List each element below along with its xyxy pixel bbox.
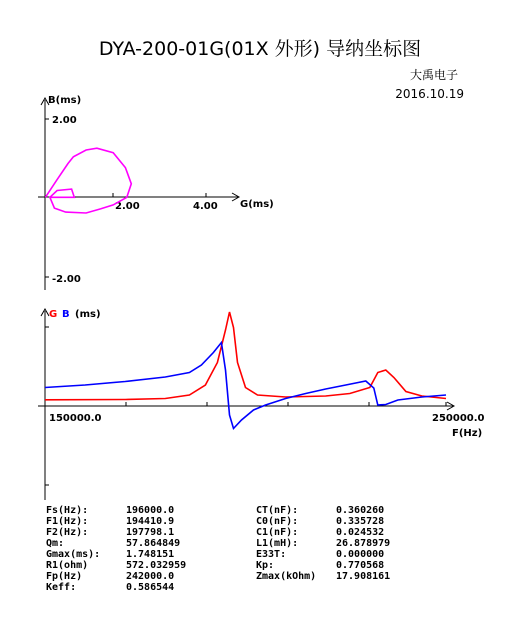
circle-xtick-label-2: 4.00 <box>193 201 218 212</box>
param-value: 196000.0 <box>126 505 175 516</box>
g-series-line <box>45 312 446 400</box>
param-label: C1(nF): <box>256 527 299 538</box>
param-row <box>46 516 436 527</box>
param-value: 26.878979 <box>336 538 391 549</box>
param-row <box>46 505 436 516</box>
circle-ytick-label-2: -2.00 <box>52 274 81 285</box>
param-row <box>46 560 436 571</box>
param-row <box>46 571 436 582</box>
param-value: 1.748151 <box>126 549 175 560</box>
param-label: C0(nF): <box>256 516 299 527</box>
gb-legend-unit: (ms) <box>75 309 101 320</box>
gb-legend-g: G <box>49 309 58 320</box>
parameter-table <box>46 505 436 593</box>
page-title: DYA-200-01G(01X 外形) 导纳坐标图 <box>98 38 422 60</box>
param-label: Fs(Hz): <box>46 505 89 516</box>
param-value: 0.770568 <box>336 560 385 571</box>
param-value: 0.586544 <box>126 582 175 593</box>
param-row <box>46 582 436 593</box>
gb-legend-b: B <box>62 309 70 320</box>
param-label: Gmax(ms): <box>46 549 101 560</box>
param-value <box>336 582 436 593</box>
param-value: 0.360260 <box>336 505 385 516</box>
param-label: L1(mH): <box>256 538 299 549</box>
param-row <box>46 549 436 560</box>
gb-xtick-label-1: 150000.0 <box>49 413 102 424</box>
gb-xtick-label-2: 250000.0 <box>432 413 485 424</box>
param-row <box>46 527 436 538</box>
report-date: 2016.10.19 <box>395 87 464 101</box>
param-value: 17.908161 <box>336 571 391 582</box>
gb-chart <box>38 309 485 500</box>
param-label: Kp: <box>256 560 275 571</box>
param-row <box>46 538 436 549</box>
circle-ylabel: B(ms) <box>48 95 82 106</box>
circle-ytick-label-1: 2.00 <box>52 115 77 126</box>
param-label: R1(ohm) <box>46 560 89 571</box>
param-value: 0.000000 <box>336 549 385 560</box>
param-value: 197798.1 <box>126 527 175 538</box>
param-value: 194410.9 <box>126 516 175 527</box>
param-label: CT(nF): <box>256 505 299 516</box>
param-value: 0.335728 <box>336 516 385 527</box>
gb-xlabel: F(Hz) <box>452 428 483 439</box>
param-label: Qm: <box>46 538 65 549</box>
circle-xtick-label-1: 2.00 <box>115 201 140 212</box>
circle-chart <box>38 95 274 290</box>
param-label: F1(Hz): <box>46 516 89 527</box>
param-label: F2(Hz): <box>46 527 89 538</box>
param-value: 242000.0 <box>126 571 175 582</box>
param-value: 57.864849 <box>126 538 181 549</box>
param-value: 0.024532 <box>336 527 385 538</box>
param-label: Keff: <box>46 582 77 593</box>
param-label: Fp(Hz) <box>46 571 83 582</box>
param-value: 572.032959 <box>126 560 187 571</box>
param-label: E33T: <box>256 549 287 560</box>
circle-xlabel: G(ms) <box>240 199 274 210</box>
param-label: Zmax(kOhm) <box>256 571 317 582</box>
param-label <box>256 582 336 593</box>
company-name: 大禹电子 <box>409 68 458 82</box>
